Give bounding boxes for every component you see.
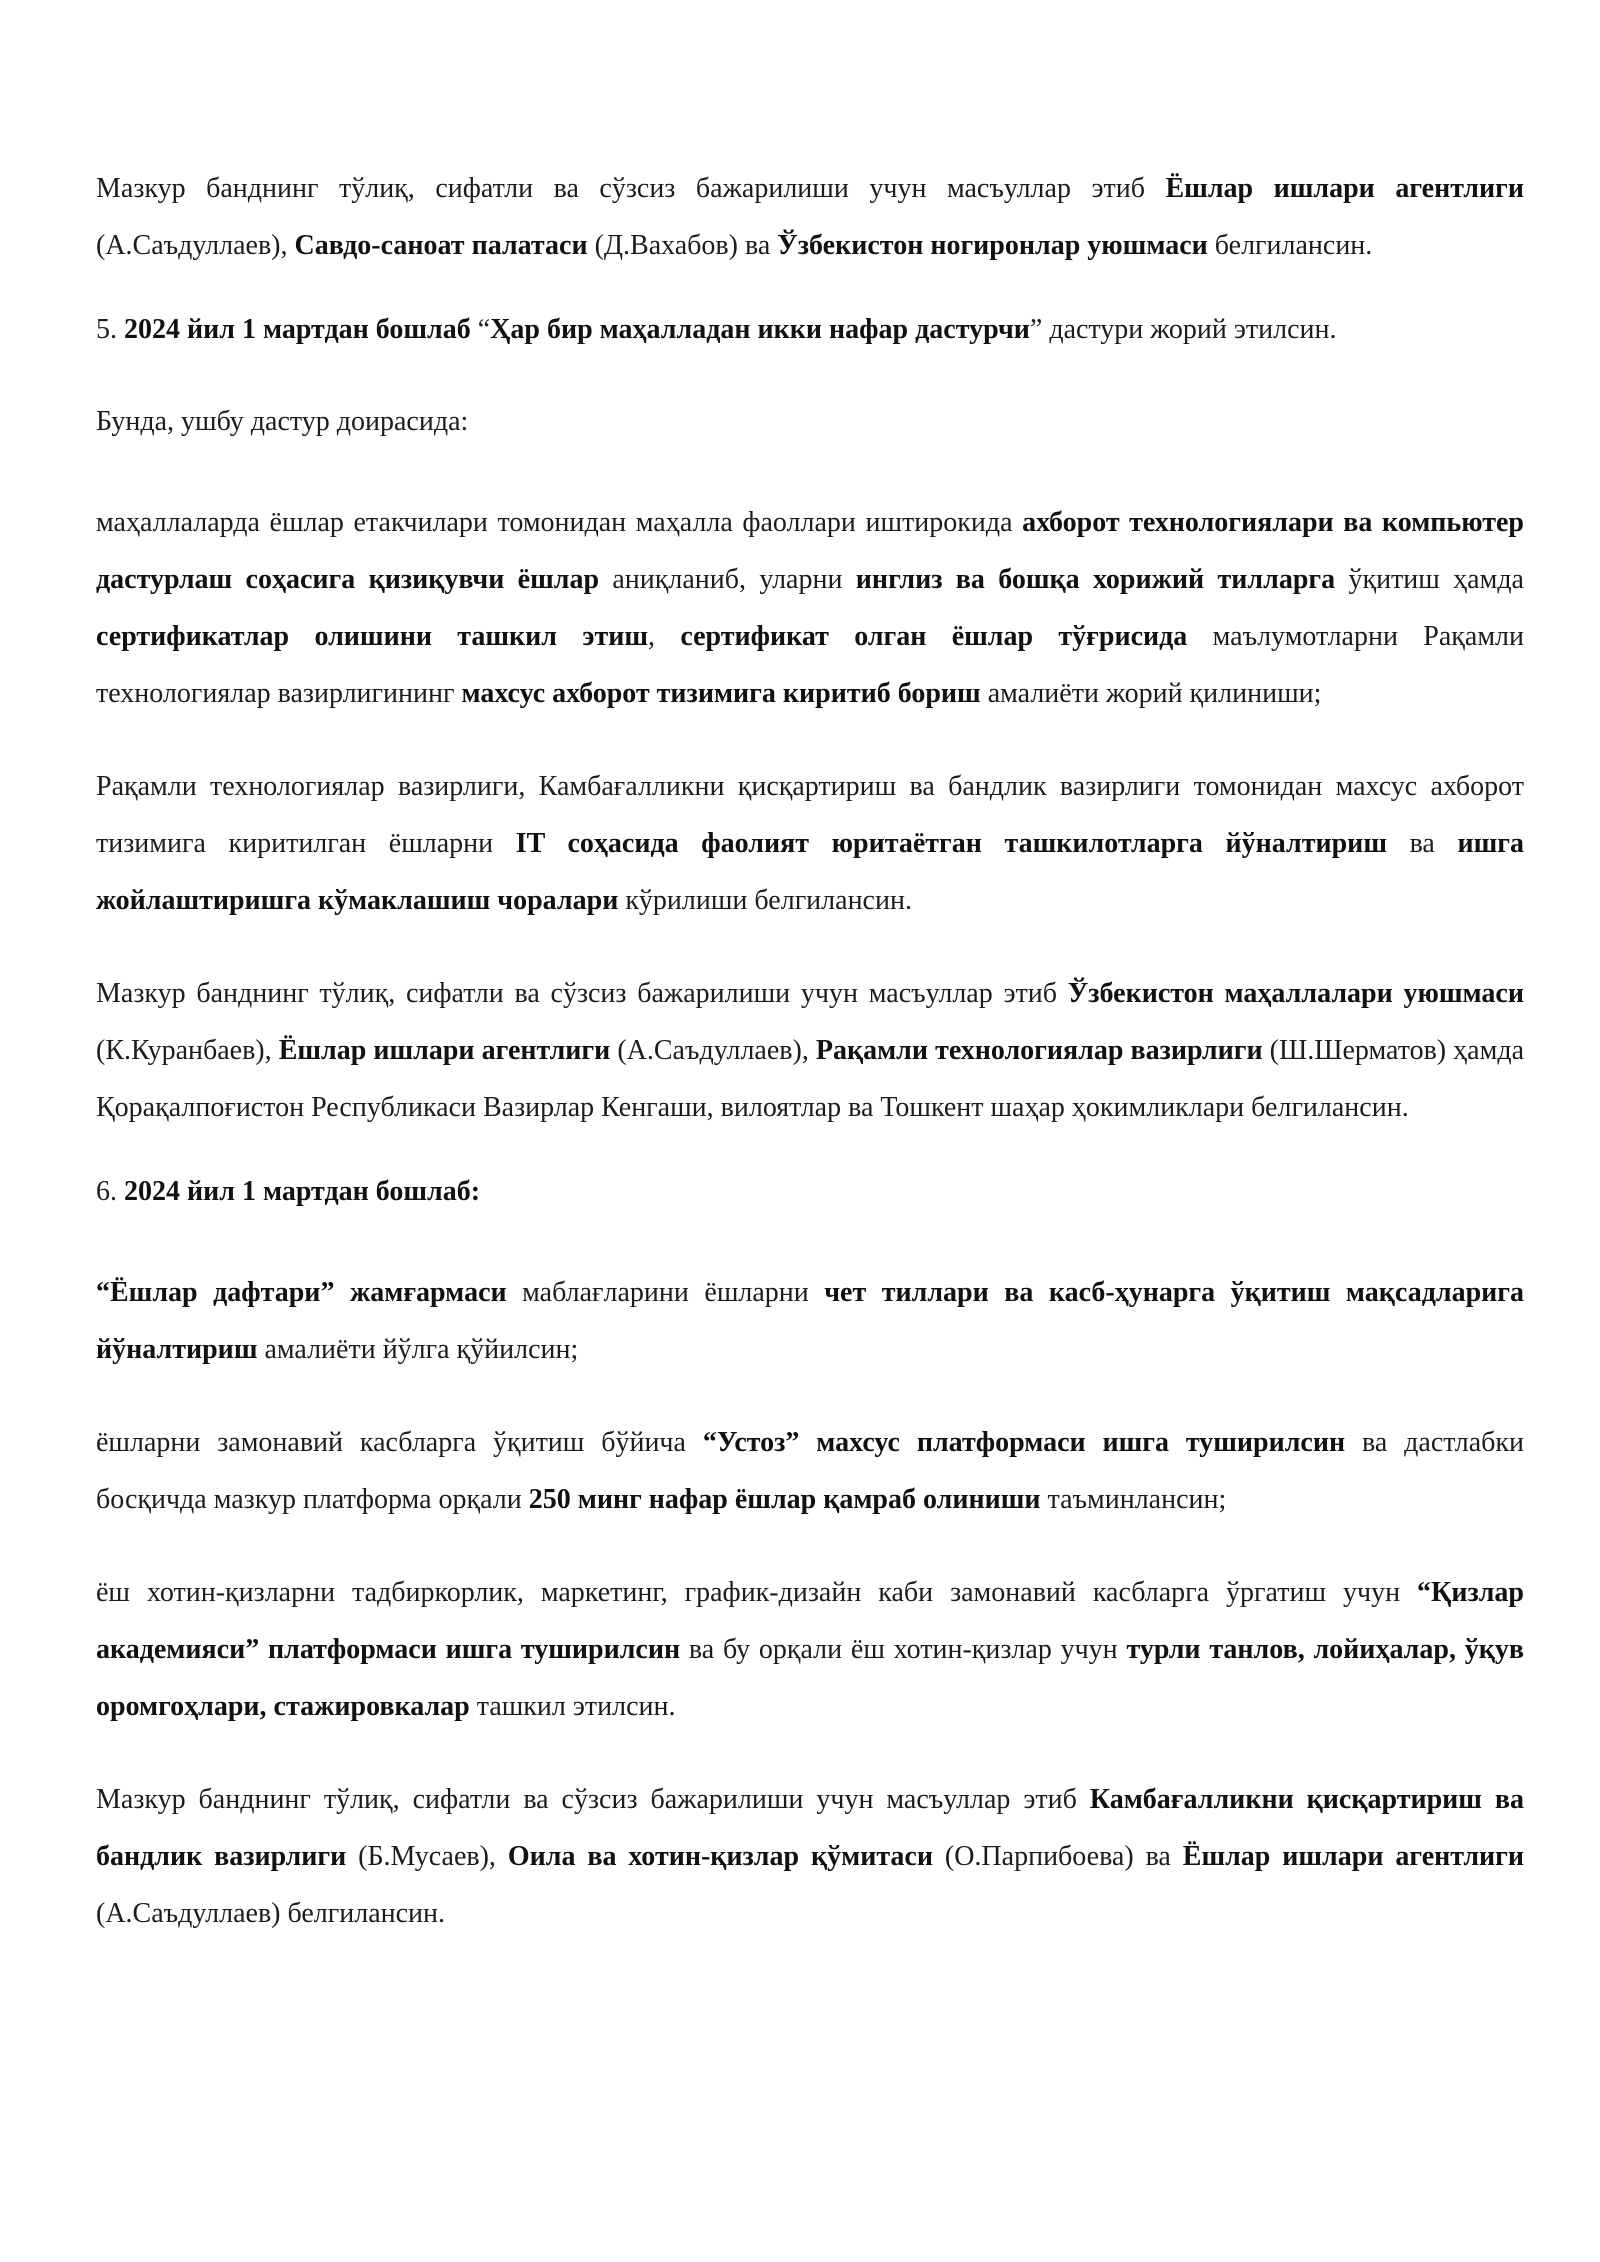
document-page: [96, 160, 1524, 1978]
bold-text-segment: 250 минг нафар ёшлар қамраб олиниши: [528, 1484, 1041, 1515]
bold-text-segment: махсус ахборот тизимига киритиб бориш: [461, 678, 981, 709]
text-segment: (Д.Вахабов) ва: [587, 230, 778, 261]
text-segment: Бунда, ушбу дастур доирасида:: [96, 406, 469, 437]
text-segment: Рақамли технологиялар вазирлиги, Камбағалликни қисқартириш ва бандлик вазирлиги томонидан махсус ахборот тизимига киритилган ёшларни: [96, 771, 1524, 859]
paragraph-p3: [96, 402, 1524, 442]
bold-text-segment: Ўзбекистон маҳаллалари уюшмаси: [1067, 978, 1524, 1009]
paragraph-p6: [96, 965, 1524, 1136]
bold-text-segment: Ўзбекистон ногиронлар уюшмаси: [777, 230, 1208, 261]
text-segment: ва: [1386, 828, 1458, 859]
bold-text-segment: 2024 йил 1 мартдан бошлаб:: [124, 1176, 481, 1207]
text-segment: Мазкур банднинг тўлиқ, сифатли ва сўзсиз бажарилиши учун масъуллар этиб: [96, 1784, 1090, 1815]
text-segment: ёшларни замонавий касбларга ўқитиш бўйича: [96, 1427, 703, 1458]
text-segment: Мазкур банднинг тўлиқ, сифатли ва сўзсиз бажарилиши учун масъуллар этиб: [96, 173, 1166, 204]
text-segment: (А.Саъдуллаев),: [610, 1035, 816, 1066]
text-segment: 6.: [96, 1176, 124, 1207]
bold-text-segment: ишга жойлаштиришга кўмаклашиш чоралари: [96, 828, 1524, 916]
text-segment: ,: [647, 621, 681, 652]
paragraph-p1: [96, 160, 1524, 274]
text-segment: Мазкур банднинг тўлиқ, сифатли ва сўзсиз бажарилиши учун масъуллар этиб: [96, 978, 1068, 1009]
text-segment: ” дастури жорий этилсин.: [1029, 314, 1337, 345]
text-segment: (К.Куранбаев),: [96, 1035, 279, 1066]
text-segment: аниқланиб, уларни: [599, 564, 856, 595]
text-segment: маҳаллаларда ёшлар етакчилари томонидан маҳалла фаоллари иштирокида: [96, 507, 1023, 538]
bold-text-segment: Савдо-саноат палатаси: [294, 230, 588, 261]
paragraph-p10: [96, 1564, 1524, 1735]
text-segment: (Ш.Шерматов) ҳамда Қорақалпоғистон Республикаси Вазирлар Кенгаши, вилоятлар ва Тошкент шаҳар ҳокимликлари белгилансин.: [96, 1035, 1524, 1123]
text-segment: (Б.Мусаев),: [346, 1841, 508, 1872]
paragraph-p7: [96, 1172, 1524, 1212]
bold-text-segment: “Қизлар академияси” платформаси ишга туширилсин: [96, 1577, 1524, 1665]
text-segment: кўрилиши белгилансин.: [618, 885, 912, 916]
bold-text-segment: ахборот технологиялари ва компьютер дастурлаш соҳасига қизиқувчи ёшлар: [96, 507, 1524, 595]
bold-text-segment: “Ёшлар дафтари” жамғармаси: [96, 1277, 507, 1308]
text-segment: “: [470, 314, 491, 345]
bold-text-segment: “Устоз” махсус платформаси ишга туширилсин: [702, 1427, 1346, 1458]
paragraph-p11: [96, 1771, 1524, 1942]
paragraph-p2: [96, 310, 1524, 350]
bold-text-segment: Рақамли технологиялар вазирлиги: [815, 1035, 1263, 1066]
bold-text-segment: Ёшлар ишлари агентлиги: [1182, 1841, 1525, 1872]
text-segment: (О.Парпибоева) ва: [932, 1841, 1183, 1872]
paragraph-p4: [96, 494, 1524, 722]
text-segment: ёш хотин-қизларни тадбиркорлик, маркетинг, график-дизайн каби замонавий касбларга ўргатиш учун: [96, 1577, 1418, 1608]
text-segment: амалиёти йўлга қўйилсин;: [257, 1334, 579, 1365]
text-segment: ташкил этилсин.: [469, 1691, 676, 1722]
bold-text-segment: Ёшлар ишлари агентлиги: [278, 1035, 611, 1066]
text-segment: (А.Саъдуллаев) белгилансин.: [96, 1898, 446, 1929]
text-segment: белгилансин.: [1207, 230, 1373, 261]
text-segment: амалиёти жорий қилиниши;: [980, 678, 1322, 709]
bold-text-segment: IT соҳасида фаолият юритаётган ташкилотларга йўналтириш: [515, 828, 1387, 859]
paragraph-p8: [96, 1264, 1524, 1378]
bold-text-segment: чет тиллари ва касб-ҳунарга ўқитиш мақсадларига йўналтириш: [96, 1277, 1524, 1365]
text-segment: таъминлансин;: [1040, 1484, 1227, 1515]
text-segment: (А.Саъдуллаев),: [96, 230, 295, 261]
text-segment: ўқитиш ҳамда: [1335, 564, 1524, 595]
text-segment: ва бу орқали ёш хотин-қизлар учун: [680, 1634, 1127, 1665]
bold-text-segment: Ёшлар ишлари агентлиги: [1165, 173, 1524, 204]
text-segment: маълумотларни Рақамли технологиялар вазирлигининг: [96, 621, 1524, 709]
bold-text-segment: турли танлов, лойиҳалар, ўқув оромгоҳлари, стажировкалар: [96, 1634, 1524, 1722]
text-segment: маблағларини ёшларни: [506, 1277, 825, 1308]
paragraph-p5: [96, 758, 1524, 929]
text-segment: 5.: [96, 314, 124, 345]
bold-text-segment: сертификатлар олишини ташкил этиш: [96, 621, 648, 652]
bold-text-segment: Камбағалликни қисқартириш ва бандлик вазирлиги: [96, 1784, 1525, 1872]
bold-text-segment: 2024 йил 1 мартдан бошлаб: [124, 314, 471, 345]
paragraph-p9: [96, 1414, 1524, 1528]
bold-text-segment: Ҳар бир маҳалладан икки нафар дастурчи: [490, 314, 1030, 345]
bold-text-segment: Оила ва хотин-қизлар қўмитаси: [507, 1841, 933, 1872]
bold-text-segment: инглиз ва бошқа хорижий тилларга: [855, 564, 1336, 595]
text-segment: ва дастлабки босқичда мазкур платформа орқали: [96, 1427, 1525, 1515]
bold-text-segment: сертификат олган ёшлар тўғрисида: [680, 621, 1188, 652]
